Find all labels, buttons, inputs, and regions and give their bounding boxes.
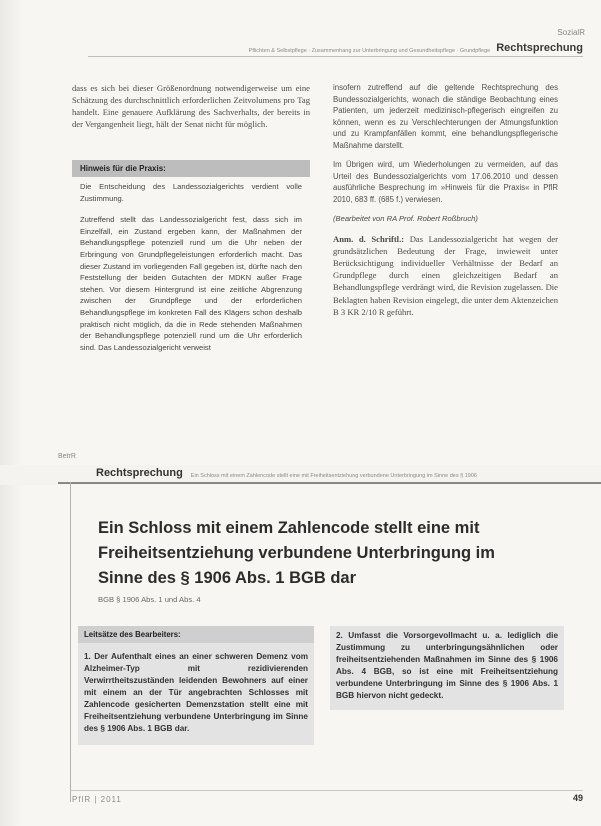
header-rule — [88, 56, 583, 57]
left-paragraph: dass es sich bei dieser Größenordnung notwendigerweise um eine Schätzung des durchschnittlich erforderlichen Zeitvolumens pro Tag handelt. Eine genauere Aufklärung des Sachverhalts, der bereits in der Vergangenheit liegt, hält der Senat nicht für möglich. — [72, 83, 310, 130]
footer-rule — [70, 790, 583, 791]
rubric-subtitle: Ein Schloss mit einem Zahlencode stellt eine mit Freiheitsentziehung verbundene Unterbringung im Sinne des § 1906 — [190, 473, 477, 479]
right-paragraph: Im Übrigen wird, um Wiederholungen zu vermeiden, auf das Urteil des Bundessozialgerichts vom 17.06.2010 und dessen ausführliche Besprechung im »Hinweis für die Praxis« in PflR 2010, 683 ff. (685 f.) verwiesen. — [333, 160, 558, 204]
practice-hint-heading: Hinweis für die Praxis: — [72, 160, 310, 177]
footer-journal: PflR | 2011 — [72, 795, 122, 804]
running-title: Rechtsprechung — [496, 42, 583, 54]
left-column — [72, 82, 310, 138]
editor-note: (Bearbeitet von RA Prof. Robert Roßbruch) — [333, 214, 478, 223]
running-subtitle: Pflichten & Selbstpflege · Zusammenhang zur Unterbringung und Gesundheitspflege · Grundpflege — [248, 48, 491, 54]
guidelines-box — [78, 626, 314, 745]
page-number: 49 — [572, 793, 583, 803]
binding-shadow — [0, 0, 22, 826]
running-header — [88, 40, 583, 54]
practice-hint-paragraph: Zutreffend stellt das Landessozialgericht fest, dass sich im Einzelfall, ein Zustand ergeben kann, der Maßnahmen der Behandlungspflege potenziell rund um die Uhr neben der Erbringung von Grundpflegeleistungen erforderlich macht. Das dieser Zustand im vorliegenden Fall gegeben ist, dürfte nach den Feststellung der beiden Gutachten der MDKN außer Frage stehen. Vor diesem Hintergrund ist eine zeitliche Abgrenzung zwischen der Grundpflege und der erforderlichen Behandlungspflege im konkreten Fall des Klägers schon deshalb praktisch nicht möglich, da die in Rede stehenden Maßnahmen der Behandlungspflege potenziell rund um die Uhr erforderlich sind. Das Landessozialgericht verweist — [80, 215, 302, 352]
practice-hint-paragraph: Die Entscheidung des Landessozialgerichts verdient volle Zustimmung. — [80, 182, 302, 203]
section-tag-lower: BetrR — [58, 453, 76, 460]
rubric-header — [58, 465, 601, 479]
section-tag: SozialR — [557, 28, 585, 37]
right-column — [333, 82, 558, 326]
guideline-1: 1. Der Aufenthalt eines an einer schweren Demenz vom Alzheimer-Typ mit rezidivierenden Verwirrtheitszuständen leidenden Bewohners auf einer mit einem an der Tür angebrachten Schlosses mit Zahlencode gesicherten Demenzstation stellt eine mit Freiheitsentziehung verbundene Unterbringung im Sinne des § 1906 Abs. 1 BGB dar. — [78, 643, 314, 745]
practice-hint-box — [72, 160, 310, 460]
guideline-2: 2. Umfasst die Vorsorgevollmacht u. a. lediglich die Zustimmung zu unterbringungsähnlichen oder freiheitsentziehenden Maßnahmen im Sinne des § 1906 Abs. 4 BGB, so ist eine mit Freiheitsentziehung verbundene Unterbringung im Sinne des § 1906 Abs. 1 BGB hiervon nicht gedeckt. — [330, 626, 564, 710]
author-annotation — [333, 233, 558, 318]
right-paragraph: insofern zutreffend auf die geltende Rechtsprechung des Bundessozialgerichts, wonach die ständige Beobachtung eines Patienten, um jederzeit medizinisch-pflegerisch eingreifen zu können, wenn es zu Verschlechterungen der Atmungsfunktion und zu Krampfanfällen kommt, eine behandlungspflegerische Maßnahme darstellt. — [333, 83, 558, 150]
rubric-title: Rechtsprechung — [96, 467, 183, 479]
guidelines-heading: Leitsätze des Bearbeiters: — [78, 626, 314, 643]
norm-reference: BGB § 1906 Abs. 1 und Abs. 4 — [98, 595, 201, 604]
rubric-vertical-rule — [70, 482, 71, 802]
practice-hint-body — [72, 177, 310, 367]
article-title: Ein Schloss mit einem Zahlencode stellt eine mit Freiheitsentziehung verbundene Unterbringung im Sinne des § 1906 Abs. 1 BGB dar — [98, 519, 495, 587]
annotation-label: Anm. d. Schriftl.: — [333, 234, 405, 245]
annotation-text: Das Landessozialgericht hat wegen der grundsätzlichen Bedeutung der Frage, inwieweit unter Berücksichtigung individueller Verhältnisse der Bedarf an Grundpflege durch einen gleichzeitigen Bedarf an Behandlungspflege verdrängt wird, die Revision zugelassen. Die Beklagten haben Revision eingelegt, die unter dem Aktenzeichen B 3 KR 2/10 R geführt. — [333, 234, 558, 317]
rubric-rule — [58, 482, 601, 484]
